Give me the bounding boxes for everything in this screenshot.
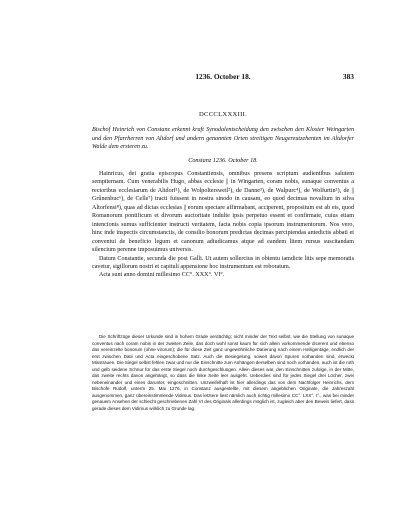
page-number: 383 — [342, 72, 354, 81]
document-number: DCCCLXXXIII. — [198, 111, 248, 118]
editorial-note: Die Schriftzüge dieser Urkunde sind in hohem Grade verdächtig; nicht minder der Text selbst, wie die Stellung von sunaque conventus nach coram nobis in der zweiten Zeile, das doch wohl sonst kaum für sich allein vorkommende dicerent und ebenso das vereinzelte bonorum (ohne virorum); die für diese Zeit ganz ungewöhnliche Datierung nach einem Heiligentage, endlich der erst zwischen Datii und Acta eingeschobene Satz. Auch die Besiegelung, soweit davon Spuren vorhanden sind, erweckt Misstrauen. Die Siegel selbst fehlen zwar und nur die Einschnitte zum Anhängen derselben sind noch vorhanden, auch ist die roth und gelb seidene Schnur für das erste Siegel noch durchgeschlungen. Allein dieses war, den Einschnitten zufolge, in der Mitte, das zweite rechts davon angehängt, so dass die linke Seite leer ausgeht. Ueberdies sind für jedes Siegel drei Löcher, zwei nebeneinander und eines darunter, eingeschnitten. Unzweifelhaft ist hier allerdings das von dem Nachfolger Heinrichs, dem Bischofe Rudolf, unterm 25. Mai 1276, in Constanz ausgestellte, mit diesem angeblichen Originale, die Jahreszahl ausgenommen, ganz übereinstimmende Vidimus. Das letztere liest nämlich auch richtig millesimo CC°. LXX°. I°., was bei minder genauem Ansehen der schlecht geschriebenen Zahl VI des Originals allerdings möglich ist, zugleich aber den Beweis liefert, dass gerade dieses dem Vidimus wirklich zu Grunde lag. — [92, 334, 354, 412]
document-summary: Bischof Heinrich von Constanz erkennt kraft Synodalentscheidung den zwischen den Kloster Weingarten und den Pfarrherren von Altdorf und andern genannten Orten streitigen Neugereutzehenten im Altdorfer Walde dem ersteren zu. — [92, 127, 354, 151]
editorial-notes — [92, 334, 354, 413]
header-date: 1236. October 18. — [195, 72, 251, 81]
charter-paragraph: Acta sunt anno domini millesimo CC°. XXX°. VI°. — [99, 272, 225, 279]
document-dateline: Constanz 1236. October 18. — [188, 157, 258, 164]
charter-paragraph: Hainricus, dei gratia episcopus Constantiensis, omnibus presens scriptum audientibus salutem sempiternam. Cum venerabilis Hugo, abbas ecclesie || in Wingarten, coram nobis, sunaque conventus a rectoribus ecclesiarum de Altdorf¹), de Wolpoltersweil²), de Danne³), de Walpurc⁴), de Wolfurtin⁵), de || Grûnenbuc⁶), de Celle⁷) tracti fuissent in nostra sinodo in causam, eo quod decimas novalium in silva Altorfensi⁸), quas ad dictas ecclesias || eorum spectare affirmabant, acciperent, propositum est ab eis, quod Romanorum pontificum et divorum auctoritate indulte ipsis perpetuo essent et confirmate, cuius etiam intencionis sumus sufficienter instructi veritatem, facta nobis copia ipsorum instrumentorum. Nos vero, hinc inde inspectis circumstanciis, de consilio bonorum predictas decimas percipiendas antedictis abbati et conventui de beneficio legum et canonum adiudicamus atque ad eandem litem rursus suscitandam silencium perenne imposuimus universis. — [92, 171, 354, 254]
charter-paragraph: Datum Constantie, secunda die post Galli. Ut autem sollercius in obtentu iamdicte litis sepe memoratis cavetur, sigillorum nostri et capituli appensione hoc instrumentum est roboratum. — [92, 255, 354, 270]
charter-text — [92, 170, 354, 280]
